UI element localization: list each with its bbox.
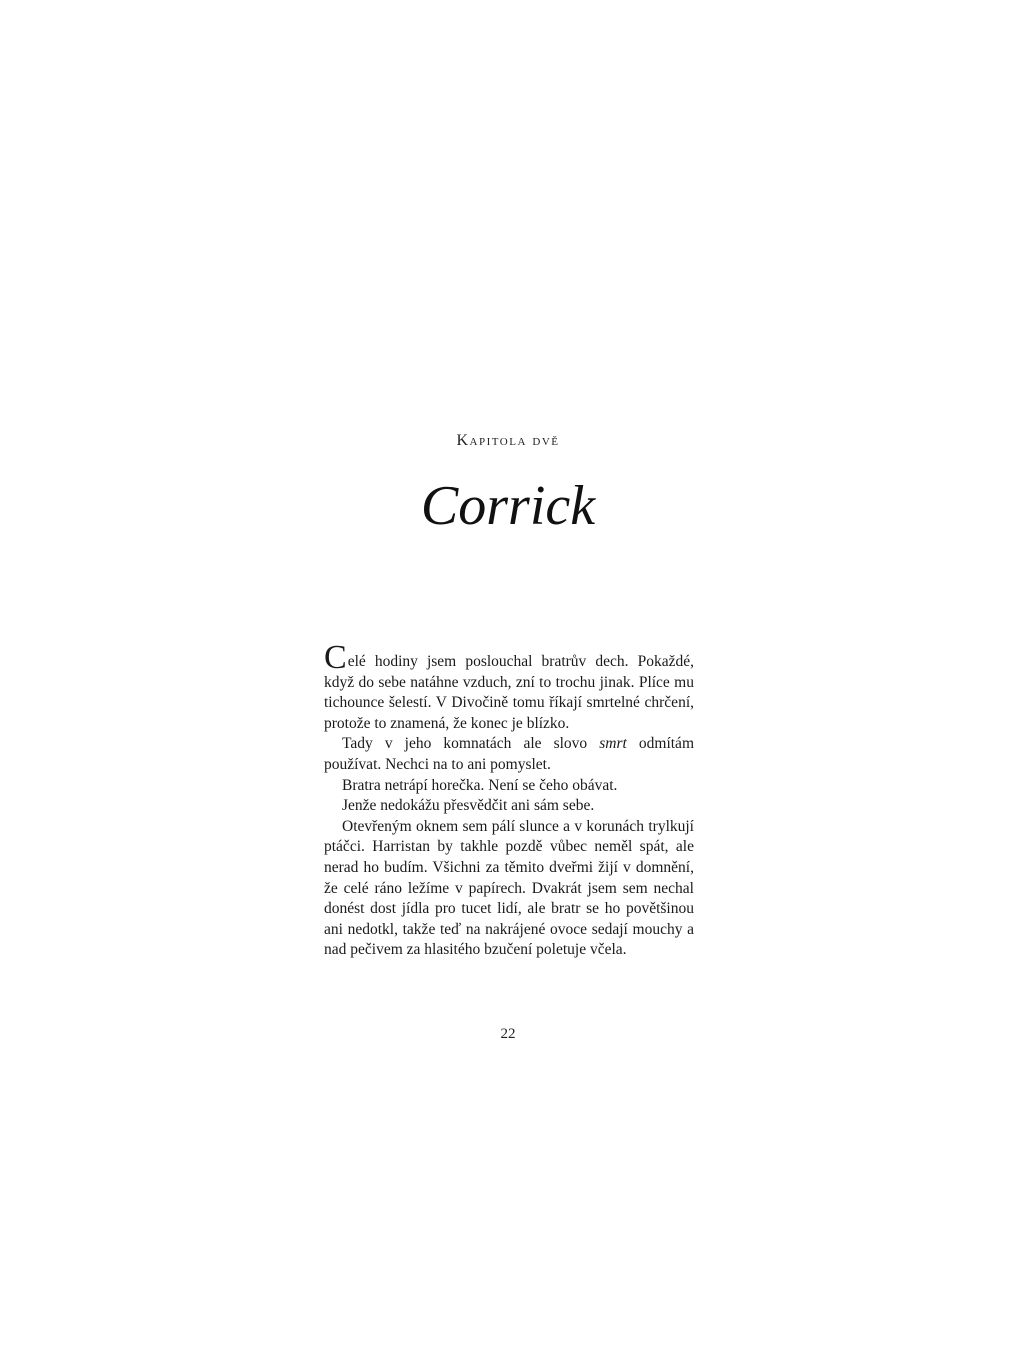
paragraph-2-text-after: odmítám používat. Nechci na to ani pomyslet. [324,735,694,773]
paragraph-5: Otevřeným oknem sem pálí slunce a v korunách trylkují ptáčci. Harristan by takhle pozdě vůbec neměl spát, ale nerad ho budím. Všichni za těmito dveřmi žijí v domnění, že celé ráno ležíme v papírech. Dvakrát jsem sem nechal donést dost jídla pro tucet lidí, ale bratr se ho povětšinou ani nedotkl, takže teď na nakrájené ovoce sedají mouchy a nad pečivem za hlasitého bzučení poletuje včela. [324,817,694,959]
paragraph-3: Bratra netrápí horečka. Není se čeho obávat. [342,776,618,794]
drop-cap: C [324,639,347,676]
paragraph-4: Jenže nedokážu přesvědčit ani sám sebe. [342,797,595,815]
chapter-label: Kapitola dvě [456,432,560,449]
paragraph-2 [324,734,694,775]
paragraph-1-text: elé hodiny jsem poslouchal bratrův dech. Pokaždé, když do sebe natáhne vzduch, zní to trochu jinak. Plíce mu tichounce šelestí. V Divočině tomu říkají smrtelné chrčení, protože to znamená, že konec je blízko. [324,653,694,732]
chapter-title: Corrick [420,475,596,537]
paragraph-2-text-before: Tady v jeho komnatách ale slovo [342,735,600,753]
paragraph-1 [324,639,694,734]
paragraph-2-emphasis: smrt [599,735,627,753]
body-text [324,639,694,961]
page-number: 22 [500,1026,516,1042]
